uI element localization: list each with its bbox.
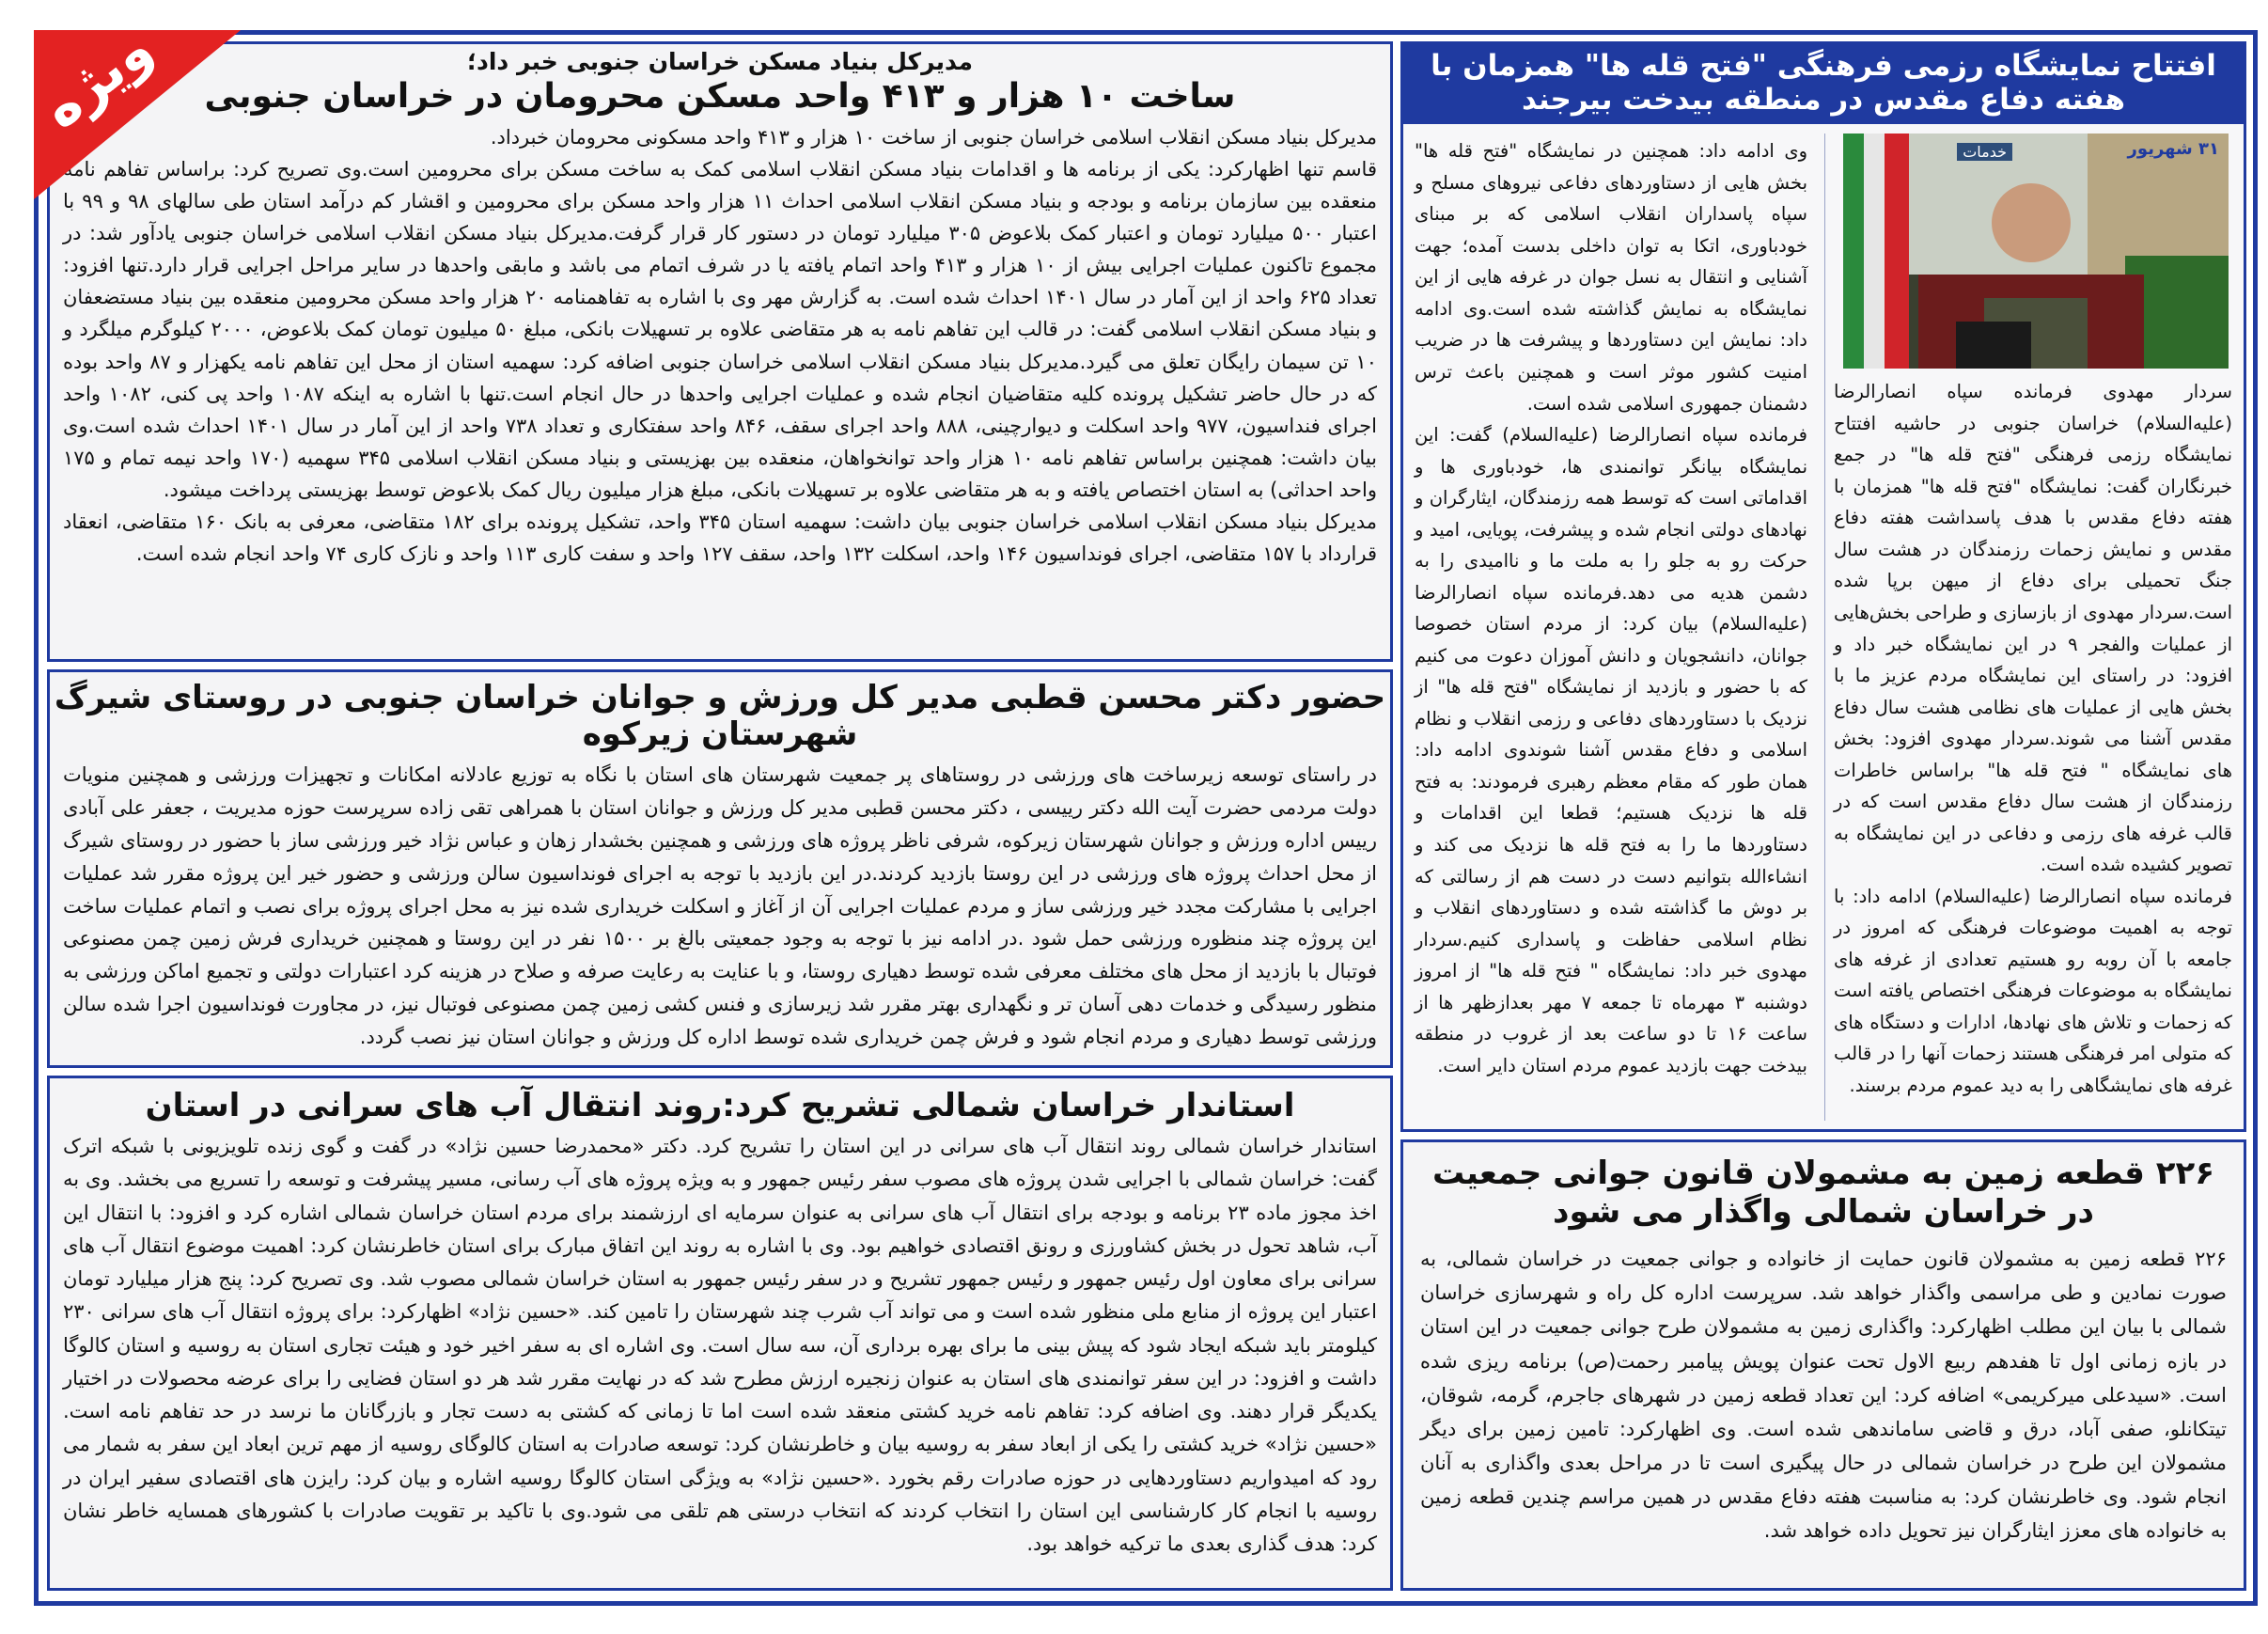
paragraph: مدیرکل بنیاد مسکن انقلاب اسلامی خراسان جنوبی از ساخت ۱۰ هزار و ۴۱۳ واحد مسکونی محرومان خبرداد. <box>490 126 1377 149</box>
article-water-title: استاندار خراسان شمالی تشریح کرد:روند انتقال آب های سرانی در استان <box>145 1087 1295 1124</box>
article-land-title-line1: ۲۲۶ قطعه زمین به مشمولان قانون جوانی جمعیت <box>1431 1155 2215 1192</box>
paragraph: استاندار خراسان شمالی روند انتقال آب های سرانی در این استان را تشریح کرد. دکتر «محمدرضا حسین نژاد» در گفت و گوی زنده تلویزیونی با شبکه اترک گفت: خراسان شمالی با اجرایی شدن پروژه های مصوب سفر رئیس جمهور و به ویژه پروژه های آب رسانی، مسیر پیشرفت و توسعه را تسریع می بخشد. وی به اخذ مجوز ماده ۲۳ برنامه و بودجه برای انتقال آب های سرانی به عنوان سرمایه ای ارزشمند برای مردم استان خراسان شمالی اشاره کرد و افزود: با انتقال این آب، شاهد تحول در بخش کشاورزی و رونق اقتصادی خواهیم بود. وی با اشاره به روند این اتفاق مبارک برای استان خاطرنشان کرد: اهمیت موضوع انتقال آب های سرانی برای معاون اول رئیس جمهور و رئیس جمهور تشریح و در سفر رئیس جمهور به استان خراسان شمالی مصوب شد. وی تصریح کرد: پنج هزار میلیارد تومان اعتبار این پروژه از منابع ملی منظور شده است و می تواند آب شرب چند شهرستان را تامین کند. «حسین نژاد» اظهارکرد: برای پروژه انتقال آب های سرانی ۲۳۰ کیلومتر باید شبکه ایجاد شود که پیش بینی ما برای بهره برداری آن، سه سال است. وی اشاره ای به سفر اخیر خود و هیئت تجاری استان به روسیه و استان کالوگا داشت و افزود: در این سفر توانمندی های استان به عنوان زنجیره ارزش مطرح شد که در نهایت مقرر شد هر دو استان فضایی را برای عرضه محصولات در اختیار یکدیگر قرار دهند. وی اضافه کرد: تفاهم نامه خرید کشتی منعقد شده است اما تا زمانی که کشتی به دست تجار و بازرگانان ما نرسد در حد تفاهم نامه است. «حسین نژاد» خرید کشتی را یکی از ابعاد سفر به روسیه بیان و خاطرنشان کرد: توسعه صادرات به استان کالوگای روسیه از مهم ترین ابعاد این سفر به شمار می رود که امیدواریم دستاوردهایی در حوزه صادرات رقم بخورد .«حسین نژاد» به ویژگی استان کالوگا روسیه اشاره و بیان کرد: رایزن های اقتصادی سفیر ایران در روسیه با انجام کار کارشناسی این استان را انتخاب کردند که انتخاب درستی هم تلقی می شود.وی با تاکید بر تقویت صادرات با کشورهای همسایه خاطر نشان کرد: هدف گذاری بعدی ما ترکیه خواهد بود. <box>63 1135 1377 1556</box>
article-housing-kicker: مدیرکل بنیاد مسکن خراسان جنوبی خبر داد؛ <box>467 48 973 75</box>
paragraph: ۲۲۶ قطعه زمین به مشمولان قانون حمایت از خانواده و جوانی جمعیت در خراسان شمالی، به صورت نمادین و طی مراسمی واگذار خواهد شد. سرپرست اداره کل راه و شهرسازی خراسان شمالی با بیان این مطلب اظهارکرد: واگذاری زمین به مشمولان طرح جوانی جمعیت در این استان در بازه زمانی اول تا هفدهم ربیع الاول تحت عنوان پویش پیامبر رحمت(ص) برنامه ریزی شده است. «سیدعلی میرکریمی» اضافه کرد: این تعداد قطعه زمین در شهرهای جاجرم، گرمه، شوقان، تیتکانلو، صفی آباد، درق و قاضی ساماندهی شده است. وی اظهارکرد: تامین زمین برای دیگر مشمولان این طرح در خراسان شمالی در حال پیگیری است تا در مراحل بعدی واگذاری به آنان انجام شود. وی خاطرنشان کرد: به مناسبت هفته دفاع مقدس در همین مراسم چندین قطعه زمین به خانواده های معزز ایثارگران نیز تحویل داده خواهد شد. <box>1420 1248 2227 1543</box>
special-badge-label: ویژه <box>29 16 164 141</box>
article-sports <box>47 669 1393 1068</box>
paragraph: مدیرکل بنیاد مسکن انقلاب اسلامی خراسان جنوبی بیان داشت: سهمیه استان ۳۴۵ واحد، تشکیل پرونده برای ۱۸۲ متقاضی، معرفی به بانک ۱۶۰ متقاضی، انعقاد قرارداد با ۱۵۷ متقاضی، اجرای فونداسیون ۱۴۶ واحد، اسکلت ۱۳۲ واحد، سقف ۱۲۷ واحد و سفت کاری ۱۱۳ واحد و نازک کاری ۷۴ واحد انجام شده است. <box>63 510 1377 565</box>
commander-photo <box>1843 134 2229 369</box>
article-sports-body <box>50 759 1390 1054</box>
article-exhibition <box>1400 41 2246 1132</box>
column-divider <box>1824 134 1825 1121</box>
article-land-title-line2: در خراسان شمالی واگذار می شود <box>1553 1193 2094 1232</box>
photo-board-label: خدمات <box>1957 143 2012 161</box>
article-exhibition-title: افتتاح نمایشگاه رزمی فرهنگی "فتح قله ها" همزمان با هفته دفاع مقدس در منطقه بیدخت بیرجند <box>1431 49 2216 117</box>
article-housing-body <box>50 121 1390 569</box>
article-exhibition-header <box>1403 44 2244 124</box>
photo-banner-text: ۳۱ شهریور <box>2127 139 2219 160</box>
paragraph: وی ادامه داد: همچنین در نمایشگاه "فتح قله ها" بخش هایی از دستاوردهای دفاعی نیروهای مسلح و سپاه پاسداران انقلاب اسلامی که بر مبنای خودباوری، اتکا به توان داخلی بدست آمده؛ جهت آشنایی و انتقال به نسل جوان در غرفه هایی از این نمایشگاه به نمایش گذاشته شده است.وی ادامه داد: نمایش این دستاوردها و پیشرفت ها در ضریب امنیت کشور موثر است و همچنین باعث ترس دشمنان جمهوری اسلامی شده است. <box>1415 140 1807 415</box>
article-housing <box>47 41 1393 662</box>
paragraph: قاسم تنها اظهارکرد: یکی از برنامه ها و اقدامات بنیاد مسکن انقلاب اسلامی کمک به ساخت مسکن برای محرومین است.وی تصریح کرد: براساس تفاهم نامه منعقده بین سازمان برنامه و بودجه و بنیاد مسکن انقلاب اسلامی احداث ۱۱ هزار واحد مسکن برای محرومین و اقشار کم درآمد استان طی سالهای ۹۸ و ۹۹ با اعتبار ۵۰۰ میلیارد تومان و اعتبار کمک بلاعوض ۳۰۵ میلیارد تومان در دستور کار قرار گرفت.مدیرکل بنیاد مسکن انقلاب اسلامی خراسان جنوبی یادآور شد: در مجموع تاکنون عملیات اجرایی بیش از ۱۰ هزار و ۴۱۳ واحد اتمام یافته یا در شرف اتمام می باشد و مابقی واحدها در سایر مراحل اجرایی قرار دارد.تنها افزود: تعداد ۶۲۵ واحد از این آمار در سال ۱۴۰۱ احداث شده است. به گزارش مهر وی با اشاره به تفاهمنامه ۲۰ هزار واحد مسکن محرومین منعقده بین بنیاد مستضعفان و بنیاد مسکن انقلاب اسلامی گفت: در قالب این تفاهم نامه به هر متقاضی علاوه بر تسهیلات بانکی، مبلغ ۵۰ میلیون تومان کمک بلاعوض، ۲۰۰۰ کیلوگرم میلگرد و ۱۰ تن سیمان رایگان تعلق می گیرد.مدیرکل بنیاد مسکن انقلاب اسلامی خراسان جنوبی اضافه کرد: سهمیه استان از محل این تفاهم نامه یکهزار و ۸۷ واحد بوده که در حال حاضر تشکیل پرونده کلیه متقاضیان انجام شده و عملیات اجرایی واحدها در حال انجام است.تنها با اشاره به اینکه ۱۰۸۷ واحد پی کنی، ۱۰۸۲ واحد اجرای فنداسیون، ۹۷۷ واحد اسکلت و دیوارچینی، ۸۸۸ واحد اجرای سقف، ۸۴۶ واحد سفتکاری و تعداد ۷۳۸ واحد از این آمار در سال ۱۴۰۱ احداث شده است.وی بیان داشت: همچنین براساس تفاهم نامه ۱۰ هزار واحد توانخواهان، منعقده بین بهزیستی و بنیاد مسکن انقلاب اسلامی ۳۴۵ سهمیه (۱۷۰ واحد نیمه تمام و ۱۷۵ واحد احداثی) به استان اختصاص یافته و به هر متقاضی علاوه بر تسهیلات بانکی، مبلغ هزار میلیون ریال کمک بلاعوض توسط بهزیستی پرداخت میشود. <box>63 158 1378 501</box>
paragraph: سردار مهدوی فرمانده سپاه انصارالرضا (علیه‌السلام) خراسان جنوبی در حاشیه افتتاح نمایشگاه رزمی فرهنگی "فتح قله ها" در جمع خبرنگاران گفت: نمایشگاه "فتح قله ها" همزمان با هفته دفاع مقدس با هدف پاسداشت هفته دفاع مقدس و نمایش زحمات رزمندگان در هشت سال جنگ تحمیلی برای دفاع از میهن برپا شده است.سردار مهدوی از بازسازی و طراحی بخش‌هایی از عملیات والفجر ۹ در این نمایشگاه خبر داد و افزود: در راستای این نمایشگاه مردم عزیز ما با بخش هایی از عملیات های نظامی هشت سال دفاع مقدس آشنا می شوند.سردار مهدوی افزود: بخش های نمایشگاه " فتح قله ها" براساس خاطرات رزمندگان از هشت سال دفاع مقدس است که در قالب غرفه های رزمی و دفاعی در این نمایشگاه به تصویر کشیده شده است. <box>1834 381 2232 876</box>
article-sports-title: حضور دکتر محسن قطبی مدیر کل ورزش و جوانان خراسان جنوبی در روستای شیرگ شهرستان زیرکوه <box>54 679 1386 754</box>
article-water-body <box>50 1130 1390 1561</box>
article-land-body <box>1403 1242 2244 1548</box>
commander-photo-image <box>1843 134 2229 369</box>
article-water <box>47 1076 1393 1591</box>
article-exhibition-right-column <box>1828 376 2238 1101</box>
paragraph: فرمانده سپاه انصارالرضا (علیه‌السلام) ادامه داد: با توجه به اهمیت موضوعات فرهنگی که امروز در جامعه با آن روبه رو هستیم تعدادی از غرفه های نمایشگاه به موضوعات فرهنگی اختصاص یافته است که زحمات و تلاش های نهادها، ادارات و دستگاه های که متولی امر فرهنگی هستند زحمات آنها را در قالب غرفه های نمایشگاهی را به دید عموم مردم برسند. <box>1834 885 2232 1096</box>
paragraph: در راستای توسعه زیرساخت های ورزشی در روستاهای پر جمعیت شهرستان های استان با نگاه به توزیع عادلانه امکانات و تجهیزات ورزشی و همچنین منویات دولت مردمی حضرت آیت الله دکتر رییسی ، دکتر محسن قطبی مدیر کل ورزش و جوانان استان با همراهی تقی زاده سرپرست حوزه مدیریت ، جعفر علی آبادی رییس اداره ورزش و جوانان شهرستان زیرکوه، شرفی ناظر پروژه های ورزشی و همچنین بخشدار زهان و عباس نژاد خیر ورزشی ساز با حضور در روستای شیرگ از محل احداث پروژه های ورزشی در این روستا بازدید کردند.در این بازدید با توجه به اجرای فونداسیون سالن ورزشی و حضور خیر این پروژه مقرر شد عملیات اجرایی با مشارکت مجدد خیر ورزشی ساز و مردم عملیات اجرایی آن از آغاز و اسکلت خریداری شده نیز به محل اجرای پروژه برای نصب و اتمام عملیات ساخت این پروژه چند منظوره ورزشی حمل شود .در ادامه نیز با توجه به وجود جمعیتی بالغ بر ۱۵۰۰ نفر در این روستا و همچنین خریداری فرش زمین چمن مصنوعی فوتبال با بازدید از محل های مختلف معرفی شده توسط دهیاری روستا، و با عنایت به رعایت صرفه و صلاح در هزینه کرد اعتبارات دولتی و تجمیع اماکن ورزشی به منظور رسیدگی و خدمات دهی آسان تر و نگهداری بهتر مقرر شد زیرسازی و فنس کشی زمین چمن مصنوعی فوتبال نیز، در مجاورت فونداسیون اجرا شده سالن ورزشی توسط دهیاری و مردم انجام شود و فرش چمن خریداری شده توسط اداره کل ورزش و جوانان استان نیز نصب گردد. <box>63 763 1377 1049</box>
article-exhibition-left-column <box>1409 135 1813 1081</box>
article-housing-title: ساخت ۱۰ هزار و ۴۱۳ واحد مسکن محرومان در خراسان جنوبی <box>204 77 1236 116</box>
paragraph: فرمانده سپاه انصارالرضا (علیه‌السلام) گفت: این نمایشگاه بیانگر توانمندی ها، خودباوری ها و اقداماتی است که توسط همه رزمندگان، ایثارگران و نهادهای دولتی انجام شده و پیشرفت، پویایی، امید و حرکت رو به جلو را به ملت ما و ناامیدی را به دشمن هدیه می دهد.فرمانده سپاه انصارالرضا (علیه‌السلام) بیان کرد: از مردم استان خصوصا جوانان، دانشجویان و دانش آموزان دعوت می کنیم که با حضور و بازدید از نمایشگاه "فتح قله ها" از نزدیک با دستاوردهای دفاعی و رزمی انقلاب و نظام اسلامی و دفاع مقدس آشنا شوندوی ادامه داد: همان طور که مقام معظم رهبری فرمودند: به فتح قله ها نزدیک هستیم؛ قطعا این اقدامات و دستاوردها ما را به فتح قله ها نزدیک می کند و انشاءالله بتوانیم دست در دست هم از رسالتی که بر دوش ما گذاشته شده و دستاوردهای انقلاب و نظام اسلامی حفاظت و پاسداری کنیم.سردار مهدوی خبر داد: نمایشگاه " فتح قله ها" از امروز دوشنبه ۳ مهرماه تا جمعه ۷ مهر بعدازظهر ها از ساعت ۱۶ تا دو ساعت بعد از غروب در منطقه بیدخت جهت بازدید عموم مردم استان دایر است. <box>1415 424 1807 1076</box>
article-land <box>1400 1139 2246 1591</box>
